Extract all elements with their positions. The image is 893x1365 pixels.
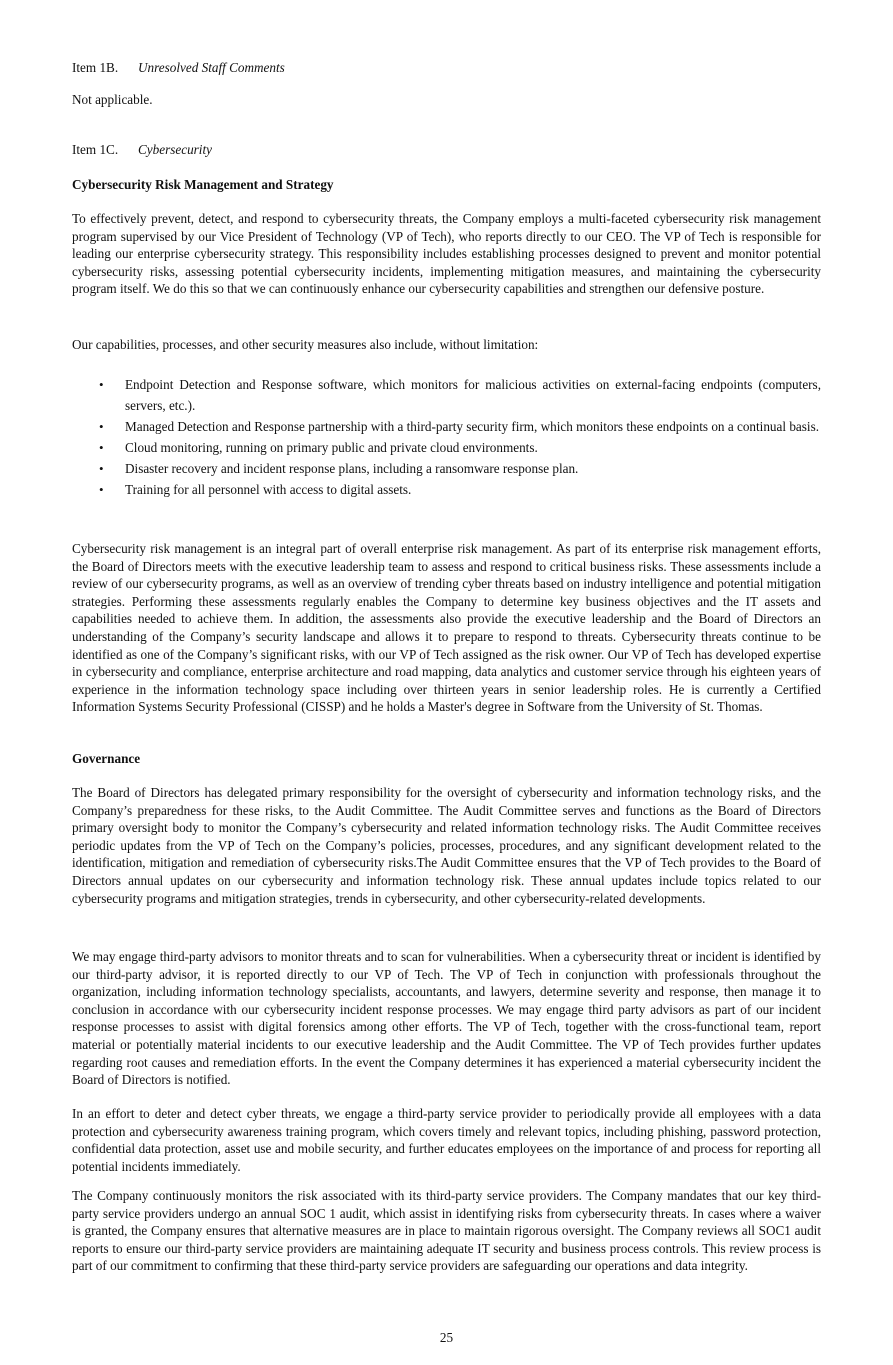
governance-paragraph-2: We may engage third-party advisors to monitor threats and to scan for vulnerabilities. When a cybersecurity threat or incident is identified by our third-party advisor, it is reported directly to our VP of Tech. The VP of Tech in conjunction with professionals throughout the organization, including information technology specialists, accountants, and lawyers, determine severity and response, then manage it to conclusion in accordance with our cybersecurity incident response processes. We may engage third party advisors as part of our incident response processes to assist with digital forensics among other efforts. The VP of Tech, together with the cross-functional team, report material or potentially material incidents to our executive leadership and the Audit Committee. The VP of Tech provides further updates regarding root causes and remediation efforts. In the event the Company determines it has experienced a material cybersecurity incident the Board of Directors is notified. — [72, 949, 821, 1088]
capabilities-list — [72, 374, 821, 500]
list-item-text: Managed Detection and Response partnership with a third-party security firm, which monitors these endpoints on a continual basis. — [125, 419, 820, 434]
list-item — [72, 458, 821, 479]
list-item-text: Disaster recovery and incident response plans, including a ransomware response plan. — [125, 461, 579, 476]
list-item-text: Training for all personnel with access to digital assets. — [125, 482, 412, 497]
item-1b-number: Item 1B. — [72, 60, 119, 75]
list-item — [72, 374, 821, 416]
governance-paragraph-3: In an effort to deter and detect cyber threats, we engage a third-party service provider to periodically provide all employees with a data protection and cybersecurity awareness training program, which covers timely and relevant topics, including phishing, password protection, confidential data protection, asset use and mobile security, and further educates employees on the importance of and process for reporting all potential incidents immediately. — [72, 1106, 821, 1174]
bullet-icon: • — [99, 482, 104, 497]
list-item-text: Endpoint Detection and Response software, which monitors for malicious activities on external-facing endpoints (computers, servers, etc.). — [125, 377, 821, 413]
list-item-text: Cloud monitoring, running on primary public and private cloud environments. — [125, 440, 538, 455]
risk-management-paragraph-1: To effectively prevent, detect, and respond to cybersecurity threats, the Company employs a multi-faceted cybersecurity risk management program supervised by our Vice President of Technology (VP of Tech), who reports directly to our CEO. The VP of Tech is responsible for leading our enterprise cybersecurity strategy. This responsibility includes establishing processes designed to prevent and monitor potential cybersecurity risks, assessing potential cybersecurity incidents, implementing mitigation measures, and maintaining the cybersecurity program itself. We do this so that we can continuously enhance our cybersecurity capabilities and strengthen our defensive posture. — [72, 211, 821, 297]
item-1b-title: Unresolved Staff Comments — [138, 60, 285, 75]
risk-management-heading: Cybersecurity Risk Management and Strategy — [72, 177, 334, 192]
list-item — [72, 416, 821, 437]
bullet-icon: • — [99, 377, 104, 392]
bullet-icon: • — [99, 440, 104, 455]
list-item — [72, 479, 821, 500]
item-1c-number: Item 1C. — [72, 142, 119, 157]
list-item — [72, 437, 821, 458]
page-number: 25 — [439, 1330, 454, 1345]
bullet-icon: • — [99, 419, 104, 434]
document-page — [72, 0, 821, 1365]
bullet-icon: • — [99, 461, 104, 476]
governance-paragraph-1: The Board of Directors has delegated primary responsibility for the oversight of cybersecurity and information technology risks, and the Company’s preparedness for these risks, to the Audit Committee. The Audit Committee serves and functions as the Board of Directors primary oversight body to monitor the Company’s cybersecurity and related information technology risks. The Audit Committee receives periodic updates from the VP of Tech on the Company’s policies, processes, procedures, and any significant development related to the identification, mitigation and remediation of cybersecurity risks.The Audit Committee ensures that the VP of Tech provides to the Board of Directors annual updates on our cybersecurity and information technology risk. These annual updates include topics related to our cybersecurity programs and mitigation strategies, trends in cybersecurity, and other cybersecurity-related developments. — [72, 785, 821, 906]
capabilities-intro: Our capabilities, processes, and other security measures also include, without limitation: — [72, 337, 539, 352]
risk-management-paragraph-2: Cybersecurity risk management is an integral part of overall enterprise risk management. As part of its enterprise risk management efforts, the Board of Directors meets with the executive leadership team to assess and respond to critical business risks. These assessments include a review of our cybersecurity programs, as well as an overview of trending cyber threats based on industry intelligence and potential mitigation strategies. Performing these assessments regularly enables the Company to determine key business objectives and the IT assets and capabilities needed to achieve them. In addition, the assessments also provide the executive leadership and the Board of Directors an understanding of the Company’s security landscape and allows it to prepare to respond to threats. Cybersecurity threats continue to be identified as one of the Company’s significant risks, with our VP of Tech assigned as the risk owner. Our VP of Tech has developed expertise in cybersecurity and compliance, enterprise architecture and road mapping, data analytics and customer service through his eighteen years of experience in the information technology space including over thirteen years in senior leadership roles. He is currently a Certified Information Systems Security Professional (CISSP) and he holds a Master's degree in Software from the University of St. Thomas. — [72, 541, 821, 715]
item-1c-heading — [72, 141, 212, 159]
item-1b-body: Not applicable. — [72, 92, 153, 107]
governance-paragraph-4: The Company continuously monitors the risk associated with its third-party service providers. The Company mandates that our key third-party service providers undergo an annual SOC 1 audit, which assist in identifying risks from cybersecurity threats. In cases where a waiver is granted, the Company ensures that alternative measures are in place to maintain rigorous oversight. The Company reviews all SOC1 audit reports to ensure our third-party service providers are maintaining adequate IT security and business process controls. This review process is part of our commitment to confirming that these third-party service providers are safeguarding our operations and data integrity. — [72, 1188, 821, 1274]
item-1b-heading — [72, 59, 285, 77]
item-1c-title: Cybersecurity — [138, 142, 212, 157]
governance-heading: Governance — [72, 751, 141, 766]
